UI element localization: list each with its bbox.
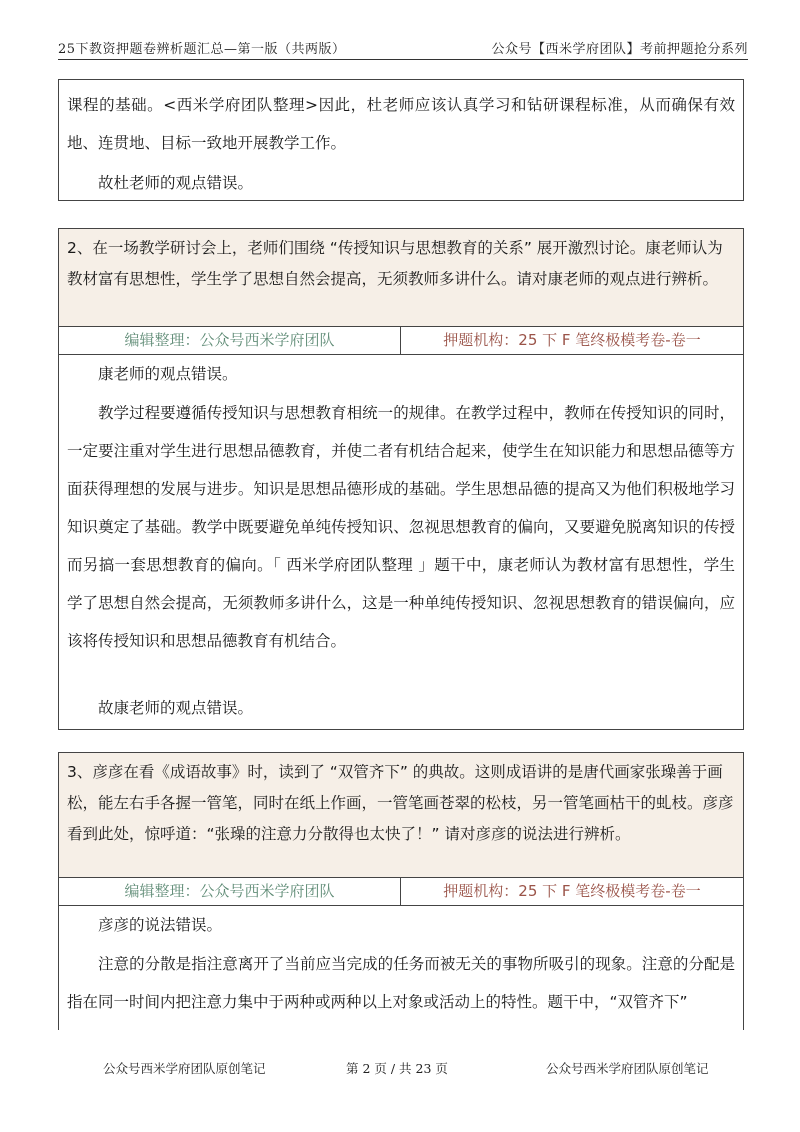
answer-paragraph: 课程的基础。<西米学府团队整理>因此，杜老师应该认真学习和钻研课程标准，从而确保有效地、连贯地、目标一致地开展教学工作。 — [67, 96, 735, 152]
editor-credit: 编辑整理：公众号西米学府团队 — [59, 878, 401, 905]
page-header — [58, 36, 748, 60]
source-credit: 押题机构：25 下 F 笔终极模考卷-卷一 — [443, 331, 701, 349]
footer-left-note: 公众号西米学府团队原创笔记 — [103, 1061, 266, 1076]
answer-analysis: 教学过程要遵循传授知识与思想教育相统一的规律。在教学过程中，教师在传授知识的同时，一定要注重对学生进行思想品德教育，并使二者有机结合起来，使学生在知识能力和思想品德等方面获得理想的发展与进步。知识是思想品德形成的基础。学生思想品德的提高又为他们积极地学习知识奠定了基础。教学中既要避免单纯传授知识、忽视思想教育的偏向，又要避免脱离知识的传授而另搞一套思想教育的偏向。「 西米学府团队整理 」题干中，康老师认为教材富有思想性，学生学了思想自然会提高，无须教师多讲什么，这是一种单纯传授知识、忽视思想教育的错误偏向，应该将传授知识和思想品德教育有机结合。 — [67, 404, 735, 650]
answer-verdict: 康老师的观点错误。 — [98, 365, 238, 383]
question-text: 2、在一场教学研讨会上，老师们围绕 “传授知识与思想教育的关系” 展开激烈讨论。康老师认为教材富有思想性，学生学了思想自然会提高，无须教师多讲什么。请对康老师的观点进行辨析。 — [59, 229, 743, 327]
question-meta-row — [59, 878, 743, 906]
source-credit: 押题机构：25 下 F 笔终极模考卷-卷一 — [443, 882, 701, 900]
header-series-title: 公众号【西米学府团队】考前押题抢分系列 — [491, 42, 748, 57]
header-document-title: 25下教资押题卷辨析题汇总—第一版（共两版） — [58, 42, 346, 57]
footer-right-note: 公众号西米学府团队原创笔记 — [546, 1061, 709, 1076]
question-block-2 — [58, 228, 744, 730]
page-footer — [0, 1059, 800, 1079]
answer-verdict: 彦彦的说法错误。 — [98, 916, 223, 934]
answer-block-1 — [58, 79, 744, 201]
editor-credit: 编辑整理：公众号西米学府团队 — [59, 327, 401, 354]
question-block-3 — [58, 752, 744, 1030]
page-number: 第 2 页 / 共 23 页 — [346, 1061, 448, 1076]
answer-conclusion: 故康老师的观点错误。 — [98, 699, 254, 717]
question-meta-row — [59, 327, 743, 355]
answer-analysis: 注意的分散是指注意离开了当前应当完成的任务而被无关的事物所吸引的现象。注意的分配是指在同一时间内把注意力集中于两种或两种以上对象或活动上的特性。题干中，“双管齐下” — [67, 955, 735, 1011]
answer-conclusion: 故杜老师的观点错误。 — [98, 174, 254, 192]
question-text: 3、彦彦在看《成语故事》时，读到了 “双管齐下” 的典故。这则成语讲的是唐代画家张璪善于画松，能左右手各握一管笔，同时在纸上作画，一管笔画苍翠的松枝，另一管笔画枯干的虬枝。彦彦看到此处，惊呼道：“张璪的注意力分散得也太快了！” 请对彦彦的说法进行辨析。 — [59, 753, 743, 878]
